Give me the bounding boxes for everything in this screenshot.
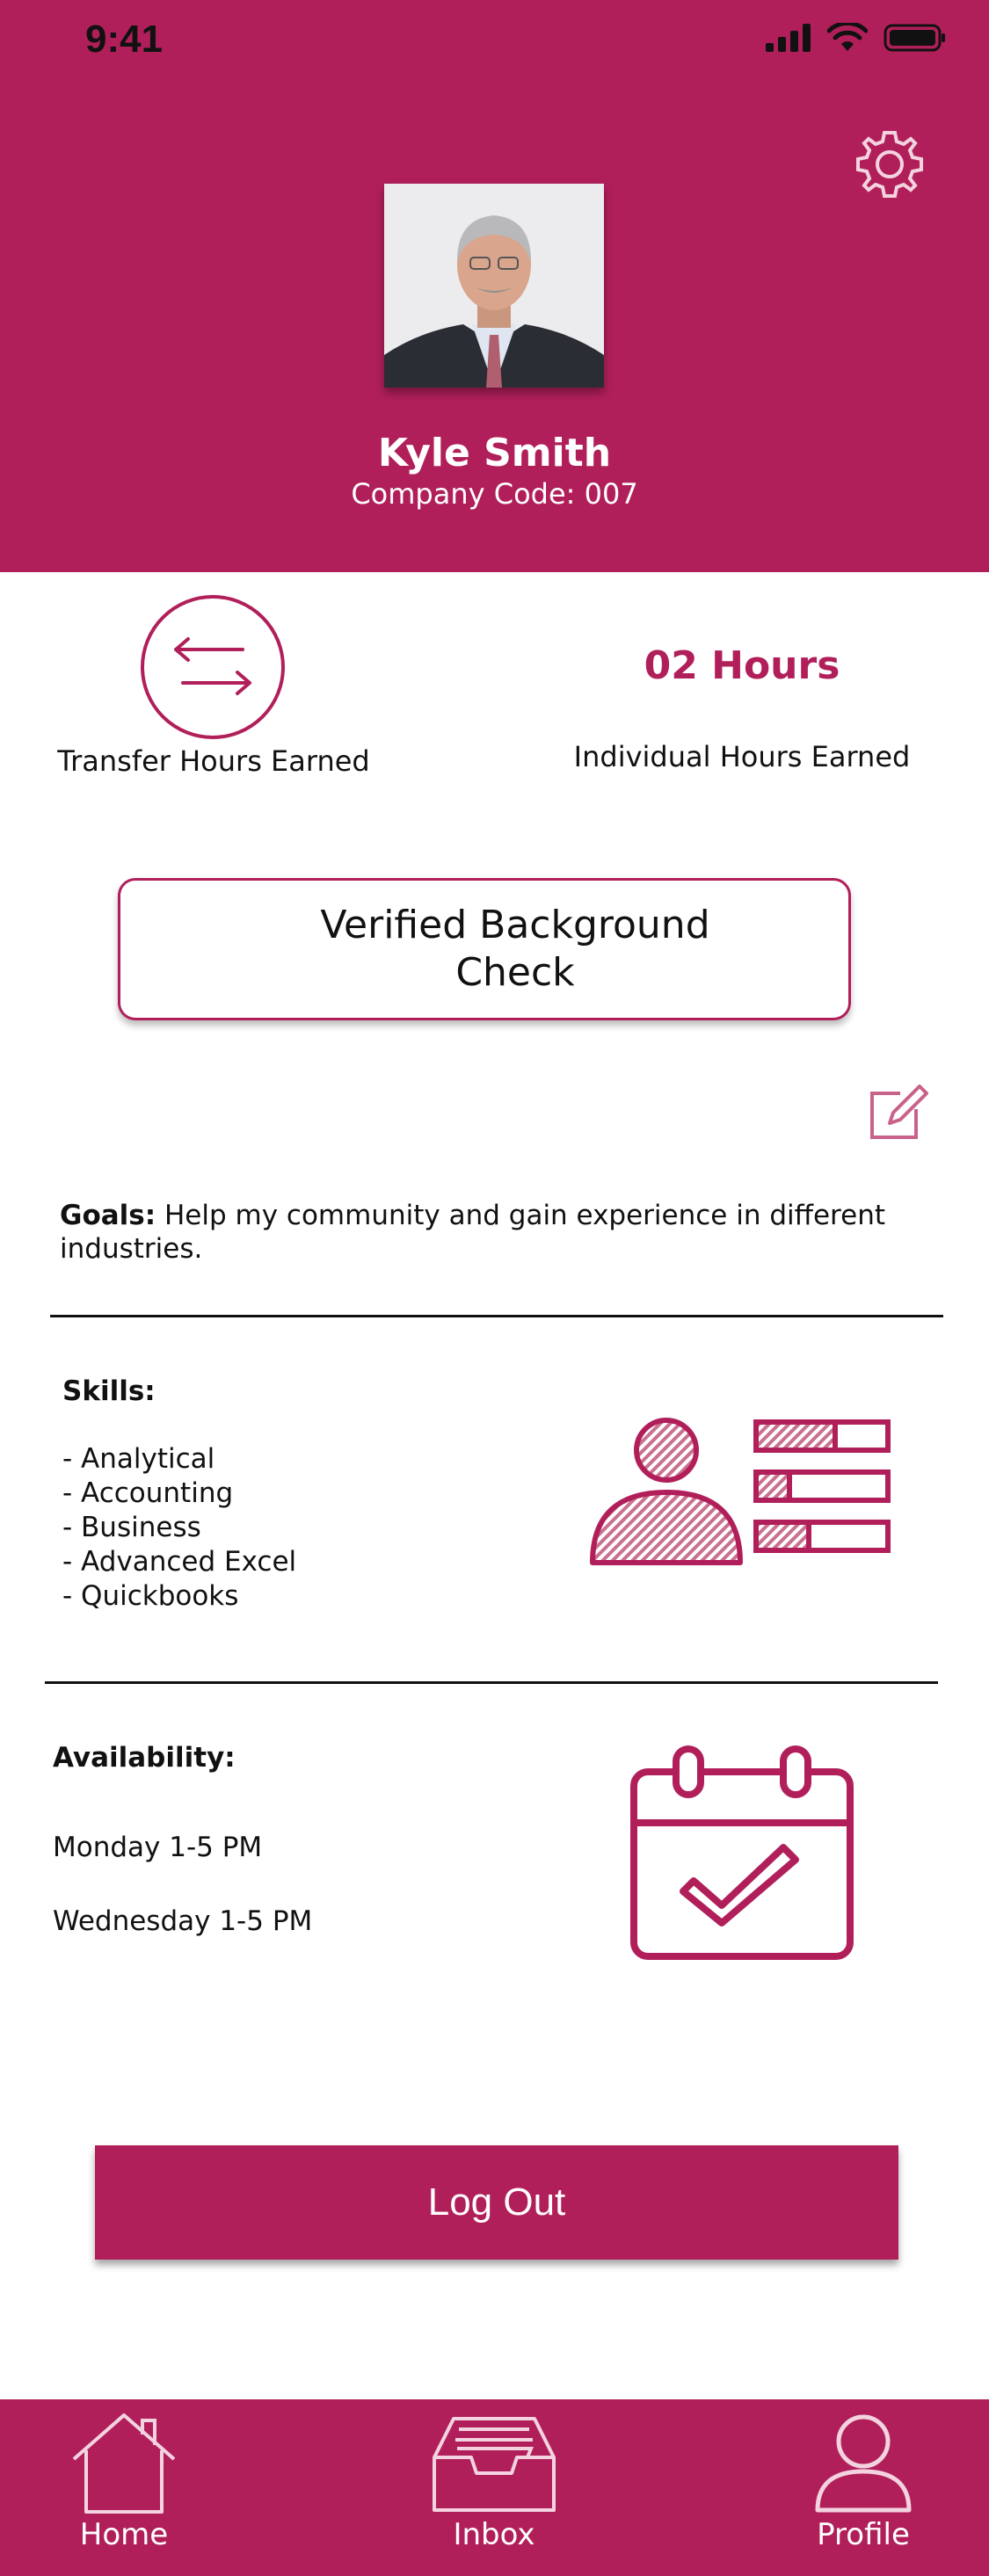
individual-hours-label: Individual Hours Earned [573, 740, 911, 773]
profile-header [0, 0, 989, 572]
list-item: - Business [62, 1512, 201, 1543]
availability-slot: Monday 1-5 PM [53, 1832, 263, 1863]
tab-profile[interactable] [758, 2399, 969, 2576]
goals-text [60, 1199, 904, 1266]
list-item: - Advanced Excel [62, 1546, 297, 1578]
tab-inbox[interactable] [389, 2399, 600, 2576]
profile-icon [812, 2412, 914, 2514]
avatar [384, 184, 604, 388]
availability-slot: Wednesday 1-5 PM [53, 1905, 313, 1937]
transfer-hours-label: Transfer Hours Earned [57, 744, 370, 778]
goals-label: Goals: [60, 1200, 156, 1231]
battery-icon [884, 23, 947, 53]
tab-inbox-label: Inbox [453, 2517, 535, 2552]
list-item: - Accounting [62, 1477, 234, 1509]
transfer-icon [139, 593, 287, 741]
home-icon [70, 2412, 178, 2515]
individual-hours-value: 02 Hours [644, 643, 840, 688]
availability-title: Availability: [53, 1742, 236, 1774]
tab-profile-label: Profile [817, 2517, 910, 2552]
user-name: Kyle Smith [377, 431, 612, 475]
skill-level-bar [756, 1522, 809, 1550]
company-code: Company Code: 007 [351, 477, 638, 511]
status-time: 9:41 [85, 18, 164, 61]
list-item: - Quickbooks [62, 1580, 239, 1612]
settings-gear-icon[interactable] [853, 127, 927, 201]
skills-profile-icon [585, 1406, 897, 1573]
tab-home-label: Home [79, 2517, 169, 2552]
skill-level-bar [756, 1472, 789, 1500]
edit-icon[interactable] [865, 1081, 928, 1144]
inbox-icon [431, 2412, 557, 2514]
divider [45, 1681, 938, 1684]
verified-label: Verified Background Check [320, 903, 710, 995]
logout-button[interactable]: Log Out [95, 2145, 898, 2260]
skill-level-bar [756, 1422, 835, 1450]
goals-body: Help my community and gain experience in different industries. [60, 1200, 885, 1265]
tab-home[interactable] [18, 2399, 229, 2576]
divider [50, 1315, 943, 1317]
status-icons [766, 23, 947, 53]
calendar-check-icon [629, 1742, 855, 1962]
tab-bar [0, 2399, 989, 2576]
wifi-icon [827, 23, 868, 53]
skills-title: Skills: [62, 1375, 156, 1407]
skills-list [62, 1442, 296, 1614]
verified-background-check-badge [118, 878, 851, 1020]
list-item: - Analytical [62, 1443, 215, 1475]
signal-icon [766, 24, 811, 52]
